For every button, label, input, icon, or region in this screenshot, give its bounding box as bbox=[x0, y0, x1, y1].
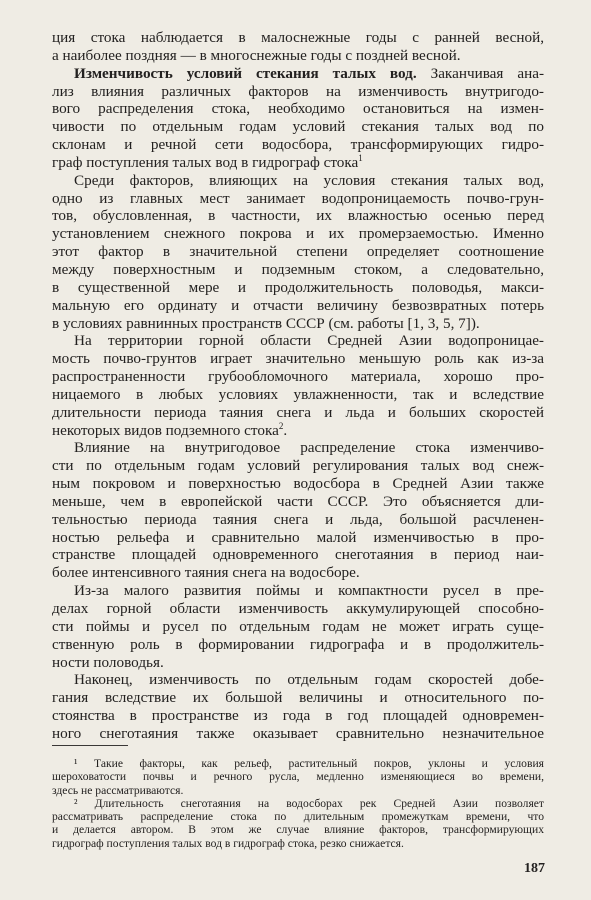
text-line bbox=[52, 118, 544, 136]
footnote-line: гидрограф поступления талых вод в гидрограф стока, резко снижается. bbox=[52, 836, 404, 850]
text-line bbox=[52, 65, 544, 83]
line-text: лиз влияния различных факторов на изменчивость внутригодо- bbox=[52, 82, 544, 100]
line-text: ственную роль в формировании гидрографа и в продолжитель- bbox=[52, 635, 544, 653]
line-text: тельностью периода таяния снега и льда, большой расчленен- bbox=[52, 510, 544, 528]
footnote-separator bbox=[52, 745, 128, 746]
line-text: склонам и речной сети водосбора, трансформирующих гидро- bbox=[52, 136, 544, 154]
line-text: меньше, чем в европейской части СССР. Это объясняется дли- bbox=[52, 492, 544, 510]
line-text: чивости по отдельным годам условий стекания талых вод по bbox=[52, 118, 544, 136]
text-line bbox=[52, 279, 544, 297]
text-line bbox=[52, 457, 544, 475]
line-text: Из-за малого развития поймы и компактности русел в пре- bbox=[74, 582, 544, 600]
text-line bbox=[52, 315, 544, 333]
line-text: мость почво-грунтов играет значительно меньшую роль как из-за bbox=[52, 350, 544, 368]
text-line bbox=[52, 29, 544, 47]
text-line bbox=[52, 243, 544, 261]
line-text: между поверхностным и подземным стоком, а следовательно, bbox=[52, 260, 544, 278]
line-text: в существенной мере и продолжительность половодья, макси- bbox=[52, 278, 544, 296]
text-line bbox=[52, 600, 544, 618]
line-text: ным покровом и поверхностью водосбора в Средней Азии также bbox=[52, 475, 544, 493]
text-line bbox=[52, 654, 544, 672]
paragraph bbox=[52, 671, 544, 742]
line-text: делах горной области изменчивость аккумулирующей способно- bbox=[52, 600, 544, 617]
line-text: некоторых видов подземного стока bbox=[52, 421, 279, 439]
line-text: стоянства в пространстве из года в год площадей одновремен- bbox=[52, 707, 544, 725]
text-line bbox=[52, 582, 544, 600]
footnote-line: ¹ Такие факторы, как рельеф, растительный покров, уклоны и условия bbox=[74, 757, 544, 770]
text-line bbox=[52, 154, 544, 172]
footnote-line: ² Длительность снеготаяния на водосборах рек Средней Азии позволяет bbox=[74, 796, 544, 810]
line-text: ностью рельефа и сравнительно малой изменчивостью в про- bbox=[52, 528, 544, 546]
text-line bbox=[52, 475, 544, 493]
footnote-reference[interactable]: 2 bbox=[278, 420, 284, 431]
line-text: ности половодья. bbox=[52, 653, 164, 671]
text-line bbox=[52, 225, 544, 243]
line-text: сти по отдельным годам условий регулирования талых вод снеж- bbox=[52, 457, 544, 475]
text-line bbox=[52, 529, 544, 547]
paragraph bbox=[52, 582, 544, 671]
text-line bbox=[52, 564, 544, 582]
text-line bbox=[52, 100, 544, 118]
footnote-reference[interactable]: 1 bbox=[358, 152, 363, 163]
text-line bbox=[52, 47, 544, 65]
line-text: ция стока наблюдается в малоснежные годы с ранней весной, bbox=[52, 29, 544, 46]
line-text: более интенсивного таяния снега на водосборе. bbox=[52, 564, 360, 582]
paragraph bbox=[52, 332, 544, 439]
page-number: 187 bbox=[524, 861, 545, 876]
footnote-line: рассматривать распределение стока по длительным промежуткам времени, что bbox=[52, 810, 544, 824]
line-text: Влияние на внутригодовое распределение стока изменчиво- bbox=[74, 439, 544, 457]
line-text: вого распределения стока, необходимо остановиться на измен- bbox=[52, 100, 544, 118]
line-text: а наиболее поздняя — в многоснежные годы с поздней весной. bbox=[52, 46, 461, 64]
text-line bbox=[52, 207, 544, 225]
footnote-line: и делается автором. В этом же случае влияние факторов, трансформирующих bbox=[52, 823, 544, 837]
line-text: распространенности грубообломочного материала, хорошо про- bbox=[52, 368, 544, 386]
line-text: этот фактор в значительной степени определяет соотношение bbox=[52, 243, 544, 261]
text-line bbox=[52, 136, 544, 154]
text-line bbox=[52, 546, 544, 564]
main-text bbox=[52, 29, 544, 743]
line-text: сти поймы и русел по отдельным годам не может играть суще- bbox=[52, 617, 544, 635]
text-line bbox=[52, 707, 544, 725]
line-text: ницаемого в любых условиях увлажненности, так и вследствие bbox=[52, 385, 544, 403]
footnote bbox=[52, 757, 544, 797]
text-line bbox=[52, 618, 544, 636]
text-line bbox=[52, 671, 544, 689]
line-text: длительности периода таяния снега и льда и больших скоростей bbox=[52, 403, 544, 421]
line-text: Наконец, изменчивость по отдельным годам скоростей добе- bbox=[74, 671, 544, 689]
line-text: одно из главных мест занимает водопроницаемость почво-грун- bbox=[52, 189, 544, 207]
line-text: мальную его ординату и отчасти величину безвозвратных потерь bbox=[52, 296, 544, 314]
text-line bbox=[52, 332, 544, 350]
line-text: На территории горной области Средней Азии водопроницае- bbox=[74, 332, 544, 350]
line-text: установлением снежного покрова и их промерзаемостью. Именно bbox=[52, 225, 544, 243]
text-line bbox=[52, 422, 544, 440]
text-line bbox=[52, 439, 544, 457]
line-text: ного снеготаяния также оказывает сравнительно незначительное bbox=[52, 724, 544, 742]
paragraph bbox=[52, 439, 544, 582]
line-text: в условиях равнинных пространств СССР (см. работы [1, 3, 5, 7]). bbox=[52, 314, 480, 332]
text-line bbox=[52, 190, 544, 208]
text-line bbox=[52, 404, 544, 422]
text-line bbox=[52, 493, 544, 511]
text-line bbox=[52, 261, 544, 279]
line-text: Среди факторов, влияющих на условия стекания талых вод, bbox=[74, 171, 544, 189]
text-line bbox=[52, 689, 544, 707]
line-tail: . bbox=[283, 421, 288, 439]
footnotes bbox=[52, 757, 544, 850]
paragraph bbox=[52, 65, 544, 172]
section-heading: Изменчивость условий стекания талых вод. bbox=[74, 64, 417, 82]
text-line bbox=[52, 350, 544, 368]
text-line bbox=[52, 83, 544, 101]
text-line bbox=[52, 368, 544, 386]
line-text: Заканчивая ана- bbox=[416, 64, 545, 82]
line-text: граф поступления талых вод в гидрограф стока bbox=[52, 153, 359, 171]
paragraph bbox=[52, 29, 544, 65]
line-text: странстве площадей одновременного снеготаяния в период наи- bbox=[52, 546, 544, 564]
text-line bbox=[52, 297, 544, 315]
text-line bbox=[52, 172, 544, 190]
paragraph bbox=[52, 172, 544, 333]
footnote bbox=[52, 797, 544, 850]
text-line bbox=[52, 511, 544, 529]
text-line bbox=[52, 725, 544, 743]
line-text: тов, обусловленная, в частности, их влажностью осенью перед bbox=[52, 207, 544, 225]
text-line bbox=[52, 386, 544, 404]
line-text: гания вследствие их большой величины и относительного по- bbox=[52, 689, 544, 707]
footnote-line: здесь не рассматриваются. bbox=[52, 783, 184, 797]
footnote-line: шероховатости почвы и речного русла, медленно изменяющиеся во времени, bbox=[52, 770, 544, 784]
text-line bbox=[52, 636, 544, 654]
